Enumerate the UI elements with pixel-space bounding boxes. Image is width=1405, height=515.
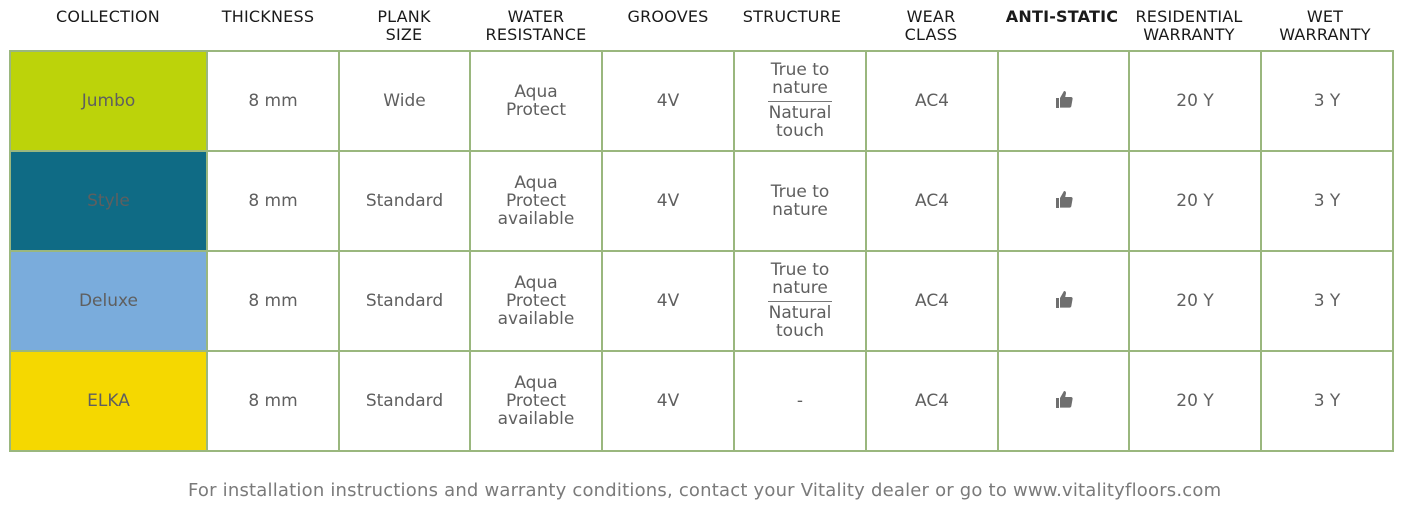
structure-cell (734, 151, 866, 251)
water-resistance-cell: Aqua Protect available (470, 151, 602, 251)
anti-static-cell (998, 351, 1129, 451)
structure-secondary: Natural touch (768, 103, 832, 141)
wet-warranty-cell: 3 Y (1261, 251, 1393, 351)
thickness-cell: 8 mm (207, 151, 339, 251)
header-grooves: GROOVES (627, 7, 709, 26)
header-residential-warranty: RESIDENTIAL WARRANTY (1135, 7, 1243, 44)
structure-values (797, 392, 803, 410)
table-row (10, 251, 1393, 351)
residential-warranty-cell: 20 Y (1129, 51, 1261, 151)
plank-size-cell: Wide (339, 51, 470, 151)
wear-class-cell: AC4 (866, 151, 998, 251)
structure-values (768, 261, 832, 340)
thumbs-up-icon (1054, 389, 1074, 414)
table-row (10, 351, 1393, 451)
collection-cell: Deluxe (10, 251, 207, 351)
thumbs-up-icon (1054, 189, 1074, 214)
structure-cell (734, 351, 866, 451)
structure-primary: True to nature (770, 260, 830, 298)
anti-static-cell (998, 251, 1129, 351)
header-anti-static: ANTI-STATIC (1005, 7, 1119, 26)
structure-cell (734, 251, 866, 351)
structure-divider (768, 101, 832, 102)
header-thickness: THICKNESS (221, 7, 315, 26)
comparison-table (9, 50, 1394, 452)
structure-secondary: Natural touch (768, 303, 832, 341)
wet-warranty-cell: 3 Y (1261, 51, 1393, 151)
grooves-cell: 4V (602, 51, 734, 151)
structure-primary: - (796, 391, 804, 411)
structure-primary: True to nature (770, 181, 830, 220)
structure-primary: True to nature (770, 60, 830, 98)
collection-cell: Style (10, 151, 207, 251)
header-wear-class: WEAR CLASS (904, 7, 958, 44)
water-resistance-cell: Aqua Protect available (470, 351, 602, 451)
anti-static-cell (998, 51, 1129, 151)
collection-cell: ELKA (10, 351, 207, 451)
wet-warranty-cell: 3 Y (1261, 351, 1393, 451)
header-water-resistance: WATER RESISTANCE (485, 7, 587, 44)
table-row (10, 151, 1393, 251)
grooves-cell: 4V (602, 351, 734, 451)
grooves-cell: 4V (602, 151, 734, 251)
thickness-cell: 8 mm (207, 351, 339, 451)
residential-warranty-cell: 20 Y (1129, 151, 1261, 251)
structure-values (771, 183, 830, 219)
wear-class-cell: AC4 (866, 251, 998, 351)
header-collection: COLLECTION (56, 7, 160, 26)
thickness-cell: 8 mm (207, 251, 339, 351)
plank-size-cell: Standard (339, 251, 470, 351)
water-resistance-cell: Aqua Protect available (470, 251, 602, 351)
thickness-cell: 8 mm (207, 51, 339, 151)
footer-note: For installation instructions and warranty conditions, contact your Vitality dealer or go to www.vitalityfloors.com (188, 480, 1222, 501)
header-structure: STRUCTURE (742, 7, 842, 26)
table-row (10, 51, 1393, 151)
header-plank-size: PLANK SIZE (377, 7, 431, 44)
wear-class-cell: AC4 (866, 351, 998, 451)
residential-warranty-cell: 20 Y (1129, 351, 1261, 451)
plank-size-cell: Standard (339, 151, 470, 251)
plank-size-cell: Standard (339, 351, 470, 451)
wear-class-cell: AC4 (866, 51, 998, 151)
water-resistance-cell: Aqua Protect (470, 51, 602, 151)
table-header (0, 0, 1405, 50)
wet-warranty-cell: 3 Y (1261, 151, 1393, 251)
structure-values (768, 61, 832, 140)
collection-cell: Jumbo (10, 51, 207, 151)
structure-cell (734, 51, 866, 151)
thumbs-up-icon (1054, 89, 1074, 114)
thumbs-up-icon (1054, 289, 1074, 314)
anti-static-cell (998, 151, 1129, 251)
header-wet-warranty: WET WARRANTY (1279, 7, 1371, 44)
grooves-cell: 4V (602, 251, 734, 351)
residential-warranty-cell: 20 Y (1129, 251, 1261, 351)
structure-divider (768, 301, 832, 302)
